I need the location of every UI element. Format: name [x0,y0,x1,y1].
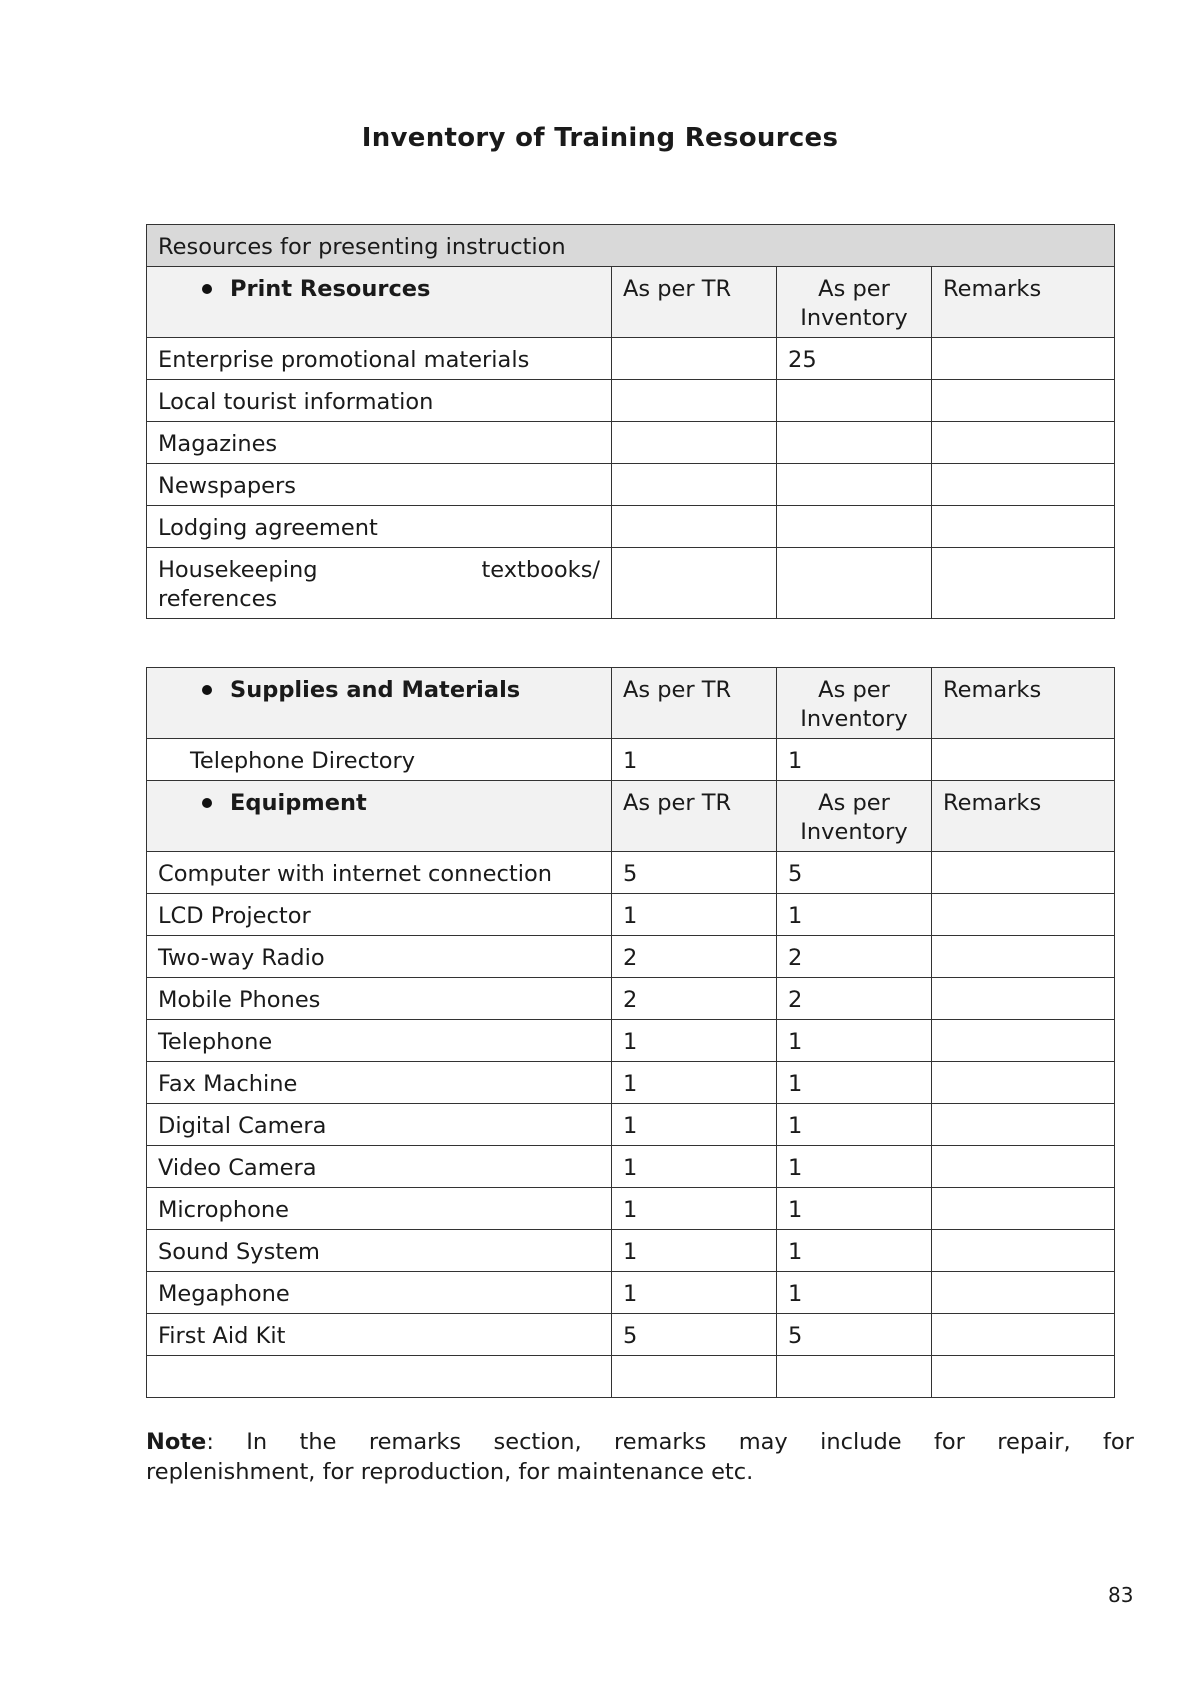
remarks-cell [932,1314,1115,1356]
column-header-as-per-tr: As per TR [612,781,777,852]
remarks-cell [932,1104,1115,1146]
table-row [147,422,1115,464]
as-per-tr-cell: 2 [612,978,777,1020]
column-header-as-per-inventory: As per Inventory [777,781,932,852]
as-per-tr-cell [612,1356,777,1398]
note-word: In [246,1429,268,1455]
note-word: include [820,1429,902,1455]
table-row [147,1104,1115,1146]
as-per-inventory-cell: 1 [777,1062,932,1104]
as-per-tr-cell [612,548,777,619]
as-per-inventory-cell: 2 [777,936,932,978]
item-cell: Local tourist information [147,380,612,422]
as-per-tr-cell [612,464,777,506]
bullet-icon: Supplies and Materials [158,676,600,705]
item-cell: Magazines [147,422,612,464]
as-per-inventory-cell: 5 [777,1314,932,1356]
remarks-cell [932,1146,1115,1188]
column-header-remarks: Remarks [932,781,1115,852]
remarks-cell [932,1272,1115,1314]
remarks-cell [932,338,1115,380]
item-cell: Newspapers [147,464,612,506]
remarks-cell [932,978,1115,1020]
remarks-cell [932,936,1115,978]
as-per-tr-cell: 1 [612,1062,777,1104]
remarks-cell [932,1230,1115,1272]
remarks-cell [932,380,1115,422]
as-per-inventory-cell: 1 [777,1230,932,1272]
column-header-remarks: Remarks [932,267,1115,338]
as-per-tr-cell: 1 [612,739,777,781]
item-cell: Sound System [147,1230,612,1272]
table-row [147,978,1115,1020]
note-word: remarks [368,1429,462,1455]
column-header-as-per-inventory: As per Inventory [777,267,932,338]
table-row [147,1020,1115,1062]
remarks-cell [932,464,1115,506]
note-word: may [738,1429,788,1455]
table-row [147,506,1115,548]
as-per-tr-cell: 1 [612,1146,777,1188]
remarks-cell [932,1062,1115,1104]
table-row [147,1356,1115,1398]
table-row [147,1230,1115,1272]
as-per-inventory-cell [777,380,932,422]
remarks-cell [932,506,1115,548]
remarks-cell [932,1188,1115,1230]
item-cell: Computer with internet connection [147,852,612,894]
table-header-row [147,267,1115,338]
as-per-tr-cell: 1 [612,1188,777,1230]
note-word: remarks [614,1429,707,1455]
section-heading-equipment [147,781,612,852]
note-word: repair, [997,1429,1071,1455]
table-row [147,1314,1115,1356]
as-per-tr-cell [612,338,777,380]
item-cell: Megaphone [147,1272,612,1314]
as-per-tr-cell: 1 [612,1272,777,1314]
note-word: for [1102,1429,1134,1455]
as-per-inventory-cell [777,548,932,619]
table-row [147,739,1115,781]
note-word: for [934,1429,965,1455]
as-per-inventory-cell: 1 [777,1272,932,1314]
as-per-inventory-cell [777,464,932,506]
note-line-1 [146,1427,1134,1457]
remarks-cell [932,422,1115,464]
item-cell: Fax Machine [147,1062,612,1104]
remarks-cell [932,739,1115,781]
as-per-tr-cell: 1 [612,1104,777,1146]
as-per-tr-cell: 1 [612,894,777,936]
item-cell: Digital Camera [147,1104,612,1146]
item-cell: Mobile Phones [147,978,612,1020]
as-per-inventory-cell: 1 [777,1188,932,1230]
as-per-inventory-cell: 1 [777,1020,932,1062]
remarks-cell [932,548,1115,619]
as-per-inventory-cell [777,506,932,548]
item-cell [147,548,612,619]
item-line-1: Housekeeping textbooks/ [158,557,600,583]
table-caption-row [147,225,1115,267]
item-cell: Two-way Radio [147,936,612,978]
section-heading-print-resources [147,267,612,338]
as-per-inventory-cell: 1 [777,894,932,936]
as-per-inventory-cell [777,1356,932,1398]
column-header-as-per-tr: As per TR [612,267,777,338]
column-header-remarks: Remarks [932,668,1115,739]
table-row [147,852,1115,894]
item-cell: LCD Projector [147,894,612,936]
as-per-inventory-cell [777,422,932,464]
item-line-2: references [158,586,278,612]
table-row [147,1188,1115,1230]
note-label: Note: [146,1429,214,1455]
table-header-row [147,668,1115,739]
as-per-tr-cell [612,506,777,548]
table-row [147,894,1115,936]
table-row [147,338,1115,380]
table-header-row [147,781,1115,852]
item-cell: Telephone [147,1020,612,1062]
as-per-tr-cell [612,422,777,464]
as-per-inventory-cell: 1 [777,1104,932,1146]
remarks-cell [932,852,1115,894]
as-per-inventory-cell: 1 [777,739,932,781]
as-per-tr-cell: 5 [612,1314,777,1356]
column-header-as-per-inventory: As per Inventory [777,668,932,739]
item-cell: First Aid Kit [147,1314,612,1356]
table-row [147,1062,1115,1104]
as-per-tr-cell: 5 [612,852,777,894]
print-resources-table [146,224,1115,619]
item-cell: Telephone Directory [147,739,612,781]
as-per-inventory-cell: 1 [777,1146,932,1188]
note-word: section, [493,1429,582,1455]
bullet-icon: Equipment [158,789,600,818]
table-row [147,1272,1115,1314]
remarks-cell [932,894,1115,936]
section-heading-supplies [147,668,612,739]
supplies-equipment-table [146,667,1115,1398]
remarks-cell [932,1020,1115,1062]
page-title: Inventory of Training Resources [361,123,839,153]
as-per-tr-cell: 2 [612,936,777,978]
item-cell: Video Camera [147,1146,612,1188]
as-per-inventory-cell: 25 [777,338,932,380]
item-cell: Enterprise promotional materials [147,338,612,380]
table-caption: Resources for presenting instruction [147,225,1115,267]
item-cell: Microphone [147,1188,612,1230]
table-row [147,936,1115,978]
as-per-inventory-cell: 2 [777,978,932,1020]
table-row [147,548,1115,619]
as-per-tr-cell [612,380,777,422]
item-cell: Lodging agreement [147,506,612,548]
note-paragraph [146,1427,1134,1487]
table-row [147,1146,1115,1188]
bullet-icon: Print Resources [158,275,600,304]
remarks-cell [932,1356,1115,1398]
note-line-2: replenishment, for reproduction, for maintenance etc. [146,1459,754,1485]
note-word: the [299,1429,337,1455]
table-row [147,464,1115,506]
as-per-tr-cell: 1 [612,1020,777,1062]
table-row [147,380,1115,422]
column-header-as-per-tr: As per TR [612,668,777,739]
as-per-tr-cell: 1 [612,1230,777,1272]
item-cell [147,1356,612,1398]
as-per-inventory-cell: 5 [777,852,932,894]
page-number: 83 [1108,1583,1134,1607]
